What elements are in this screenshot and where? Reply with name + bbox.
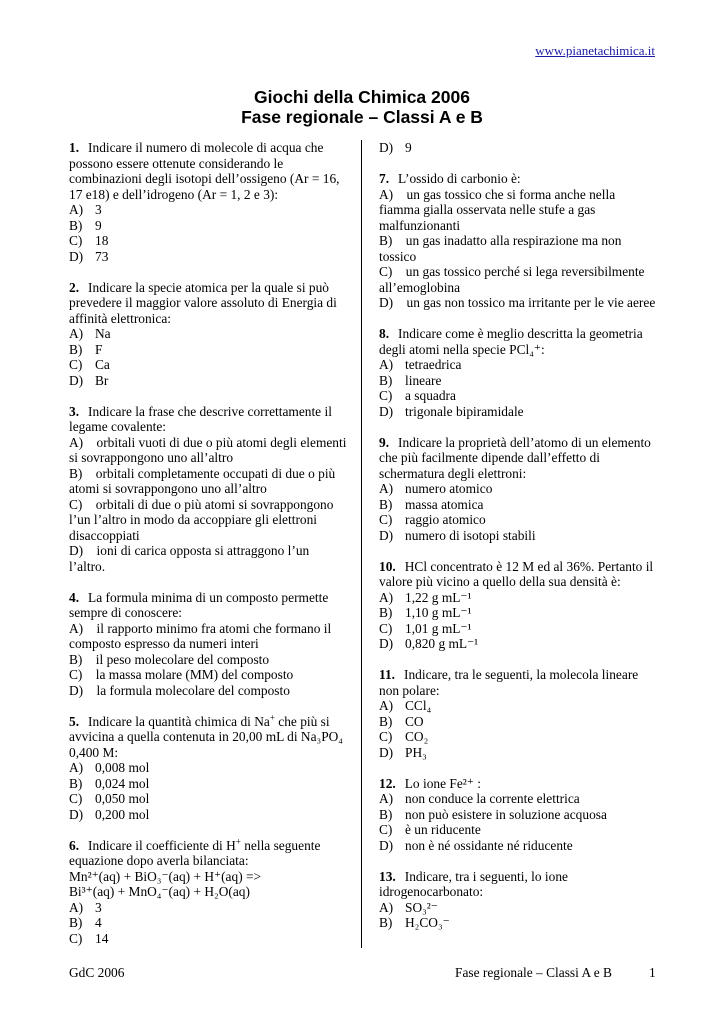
question-text: Indicare la specie atomica per la quale si può prevedere il maggior valore assoluto di Energia di affinità elettronica: [69, 279, 337, 326]
option-letter: A) [379, 899, 394, 915]
option-letter: A) [379, 791, 394, 806]
option-text: 9 [405, 140, 412, 155]
option [379, 388, 657, 404]
option-text: Br [95, 372, 109, 388]
option-letter: C) [379, 264, 393, 279]
page-title: Giochi della Chimica 2006 [254, 87, 470, 107]
question-number: 10. [379, 558, 396, 574]
option-letter: A) [69, 760, 84, 775]
option-text: orbitali vuoti di due o più atomi degli elementi si sovrappongono uno all’altro [69, 434, 347, 465]
question-6-continued [379, 140, 657, 156]
page-subtitle: Fase regionale – Classi A e B [241, 107, 483, 127]
option-letter: B) [379, 496, 393, 512]
option [69, 543, 347, 574]
option-letter: C) [69, 496, 83, 512]
question-text: Indicare la frase che descrive correttamente il legame covalente: [69, 403, 332, 434]
option-text: il peso molecolare del composto [95, 651, 270, 667]
left-column [69, 140, 347, 962]
option [69, 342, 347, 358]
question-text: Indicare, tra le seguenti, la molecola lineare non polare: [379, 667, 639, 698]
option [379, 745, 657, 761]
option-text: numero di isotopi stabili [405, 527, 536, 543]
option-letter: B) [69, 341, 83, 357]
option-text: non può esistere in soluzione acquosa [405, 806, 607, 822]
question-number: 13. [379, 868, 396, 884]
option-text: 4 [95, 915, 102, 930]
option-text: massa atomica [405, 496, 484, 512]
option-text: SO₃²⁻ [405, 899, 438, 915]
option-letter: A) [379, 481, 394, 496]
option [379, 295, 657, 311]
question-13 [379, 869, 657, 931]
question-text-cont: che più si avvicina a quella contenuta in 20,00 mL di Na₃PO₄ 0,400 M: [69, 713, 343, 760]
option-text: CO [405, 713, 424, 729]
option-text: PH₃ [405, 744, 427, 760]
option [379, 729, 657, 745]
question-text: Indicare come è meglio descritta la geometria degli atomi nella specie PCl₄⁺: [379, 326, 643, 357]
option-letter: D) [379, 403, 394, 419]
question-text: L’ossido di carbonio è: [398, 171, 521, 186]
option-letter: A) [379, 357, 394, 372]
option-text: 14 [95, 930, 109, 946]
option-text: un gas tossico perché si lega reversibilmente all’emoglobina [379, 264, 645, 295]
question-9 [379, 435, 657, 544]
option [379, 822, 657, 838]
option [69, 760, 347, 776]
option [379, 698, 657, 714]
option [379, 233, 657, 264]
question-1 [69, 140, 347, 264]
option-letter: A) [379, 589, 394, 605]
option-letter: D) [69, 248, 84, 264]
question-text: La formula minima di un composto permette sempre di conoscere: [69, 589, 329, 620]
option-letter: B) [379, 372, 393, 388]
question-4 [69, 590, 347, 699]
option-letter: D) [379, 837, 394, 853]
option-letter: C) [379, 729, 393, 744]
option-text: è un riducente [405, 822, 481, 837]
option-text: ioni di carica opposta si attraggono l’un l’altro. [69, 543, 310, 574]
option-text: un gas inadatto alla respirazione ma non tossico [379, 233, 622, 264]
option-letter: D) [379, 295, 394, 310]
question-text: HCl concentrato è 12 M ed al 36%. Pertanto il valore più vicino a quello della sua densità è: [379, 558, 654, 589]
question-number: 1. [69, 140, 80, 155]
question-text: Indicare la quantità chimica di Na [88, 713, 270, 729]
question-text: Indicare il coefficiente di H [88, 837, 236, 853]
option-text: un gas non tossico ma irritante per le vie aeree [406, 295, 656, 310]
option [379, 357, 657, 373]
option [69, 915, 347, 931]
option [379, 512, 657, 528]
option-letter: C) [379, 388, 393, 403]
option-letter: B) [69, 217, 83, 233]
option-text: la formula molecolare del composto [96, 682, 290, 698]
option-letter: D) [69, 543, 84, 558]
question-number: 12. [379, 775, 396, 791]
question-text-cont: nella seguente equazione dopo averla bilanciata: [69, 837, 321, 868]
option-text: 0,200 mol [95, 806, 150, 822]
option [69, 807, 347, 823]
option [69, 652, 347, 668]
option [379, 481, 657, 497]
option-letter: D) [379, 744, 394, 760]
option-text: trigonale bipiramidale [405, 403, 524, 419]
option-letter: B) [69, 465, 83, 481]
page-number: 1 [649, 965, 656, 980]
option-letter: C) [379, 822, 393, 837]
question-number: 2. [69, 279, 80, 295]
footer-left: GdC 2006 [69, 965, 125, 980]
option [379, 838, 657, 854]
option [379, 264, 657, 295]
question-2 [69, 280, 347, 389]
option-text: il rapporto minimo fra atomi che formano il composto espresso da numeri interi [69, 620, 332, 651]
question-5 [69, 714, 347, 823]
option [379, 605, 657, 621]
question-6 [69, 838, 347, 947]
option-text: 9 [95, 217, 102, 233]
option-letter: A) [379, 186, 394, 202]
option [69, 667, 347, 683]
option [379, 714, 657, 730]
option [379, 915, 657, 931]
option [69, 326, 347, 342]
option-letter: C) [69, 791, 83, 806]
option-letter: A) [69, 326, 84, 341]
question-text: Indicare il numero di molecole di acqua che possono essere ottenute considerando le combinazioni degli isotopi dell’ossigeno (Ar = 16, 17 e18) e dell’idrogeno (Ar = 1, 2 e 3): [69, 140, 340, 202]
question-number: 4. [69, 589, 80, 605]
question-8 [379, 326, 657, 419]
question-number: 7. [379, 171, 390, 186]
question-11 [379, 667, 657, 760]
option-text: CCl₄ [405, 698, 432, 713]
option [379, 807, 657, 823]
option-text: 73 [95, 248, 109, 264]
option-letter: B) [379, 915, 393, 930]
option [379, 404, 657, 420]
option-letter: C) [69, 930, 83, 946]
option-text: 0,050 mol [95, 791, 150, 806]
option-letter: A) [379, 698, 394, 713]
option [69, 776, 347, 792]
option-text: 1,10 g mL⁻¹ [405, 605, 472, 620]
option-letter: A) [69, 202, 84, 217]
option-letter: A) [69, 434, 84, 450]
option [379, 791, 657, 807]
option-letter: B) [69, 651, 83, 667]
option-text: tetraedrica [405, 357, 462, 372]
option [69, 357, 347, 373]
option [69, 435, 347, 466]
option-text: 0,008 mol [95, 760, 150, 775]
option-letter: D) [69, 806, 84, 822]
footer-right: Fase regionale – Classi A e B [455, 965, 612, 980]
option-text: CO₂ [405, 729, 429, 744]
equation-line-2: Bi³⁺(aq) + MnO₄⁻(aq) + H₂O(aq) [69, 884, 250, 899]
option-text: 18 [95, 233, 109, 248]
option-text: Na [95, 326, 111, 341]
option-letter: B) [69, 775, 83, 791]
option-letter: A) [69, 620, 84, 636]
option [69, 497, 347, 544]
superscript: + [269, 712, 275, 723]
option [69, 791, 347, 807]
option-text: Ca [95, 357, 110, 372]
option-letter: B) [379, 605, 393, 620]
question-number: 6. [69, 837, 80, 853]
option-letter: D) [379, 140, 394, 155]
option-letter: B) [379, 713, 393, 729]
option-letter: C) [379, 620, 393, 636]
option [69, 621, 347, 652]
question-12 [379, 776, 657, 854]
option-text: 3 [95, 899, 102, 915]
option-letter: C) [69, 357, 83, 372]
option [69, 900, 347, 916]
option-text: orbitali completamente occupati di due o più atomi si sovrappongono uno all’altro [69, 465, 336, 496]
question-number: 8. [379, 326, 390, 341]
option [69, 373, 347, 389]
option [69, 683, 347, 699]
option-text: numero atomico [405, 481, 493, 496]
option [69, 249, 347, 265]
option-text: a squadra [405, 388, 456, 403]
option-letter: B) [69, 915, 83, 930]
option [69, 218, 347, 234]
option-text: F [95, 341, 103, 357]
superscript: + [235, 836, 241, 847]
option-text: H₂CO₃⁻ [405, 915, 450, 930]
question-number: 11. [379, 667, 395, 682]
question-number: 9. [379, 434, 390, 450]
option-text: un gas tossico che si forma anche nella fiamma gialla osservata nelle stufe a gas malfunzionanti [379, 186, 616, 233]
question-number: 5. [69, 713, 80, 729]
question-number: 3. [69, 403, 80, 419]
option [379, 528, 657, 544]
option-letter: D) [379, 636, 394, 651]
question-text: Indicare, tra i seguenti, lo ione idrogenocarbonato: [379, 868, 568, 899]
option-text: la massa molare (MM) del composto [95, 667, 294, 682]
equation-line-1: Mn²⁺(aq) + BiO₃⁻(aq) + H⁺(aq) => [69, 868, 262, 884]
option [379, 140, 657, 156]
option-letter: B) [379, 806, 393, 822]
option-letter: A) [69, 899, 84, 915]
option-text: lineare [405, 372, 442, 388]
question-7 [379, 171, 657, 311]
option [379, 621, 657, 637]
source-link[interactable]: www.pianetachimica.it [535, 43, 655, 58]
option-letter: C) [69, 233, 83, 248]
question-10 [379, 559, 657, 652]
option-letter: C) [379, 512, 393, 527]
option [69, 931, 347, 947]
option-letter: C) [69, 667, 83, 682]
option-text: non conduce la corrente elettrica [405, 791, 580, 806]
option [379, 900, 657, 916]
option-text: orbitali di due o più atomi si sovrappongono l’un l’altro in modo da accoppiare gli elettroni disaccoppiati [69, 496, 334, 543]
question-text: Indicare la proprietà dell’atomo di un elemento che più facilmente dipende dall’effetto di schermatura degli elettroni: [379, 434, 651, 481]
option-text: non è né ossidante né riducente [405, 837, 573, 853]
option [379, 497, 657, 513]
option-text: 3 [95, 202, 102, 217]
option [379, 590, 657, 606]
option-text: 1,01 g mL⁻¹ [405, 620, 472, 636]
option-letter: D) [69, 682, 84, 698]
option [379, 373, 657, 389]
right-column [379, 140, 657, 946]
option-text: 1,22 g mL⁻¹ [405, 589, 472, 605]
option-letter: B) [379, 233, 393, 248]
question-3 [69, 404, 347, 575]
option-letter: D) [379, 527, 394, 543]
option [69, 202, 347, 218]
option-text: raggio atomico [405, 512, 486, 527]
option [69, 466, 347, 497]
option-letter: D) [69, 372, 84, 388]
option [69, 233, 347, 249]
column-divider [361, 140, 362, 948]
option [379, 187, 657, 234]
option-text: 0,820 g mL⁻¹ [405, 636, 479, 651]
question-text: Lo ione Fe²⁺ : [404, 775, 481, 791]
option-text: 0,024 mol [95, 775, 150, 791]
option [379, 636, 657, 652]
